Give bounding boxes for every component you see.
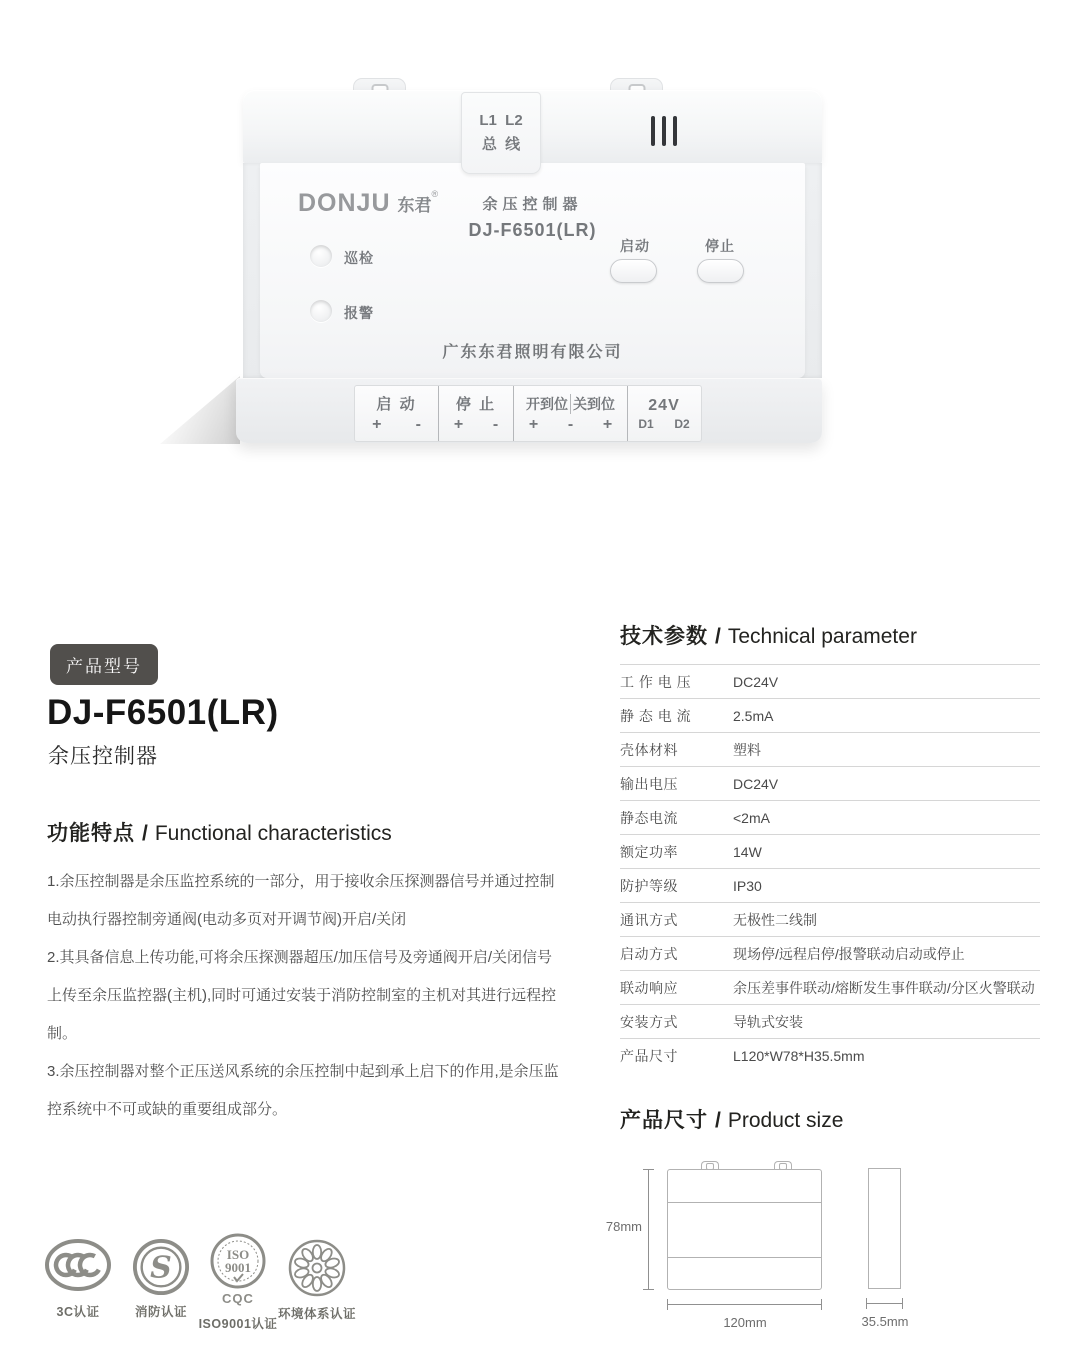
tech-heading-en: Technical parameter <box>727 625 917 648</box>
ccc-icon <box>44 1238 112 1296</box>
bus-terminal-tab <box>461 92 541 174</box>
parameter-value: <2mA <box>733 809 770 826</box>
svg-text:CQC: CQC <box>222 1291 254 1306</box>
model-badge: 产品型号 <box>50 644 158 685</box>
terminal-pin: D2 <box>674 416 690 431</box>
parameter-value: L120*W78*H35.5mm <box>733 1047 865 1064</box>
registered-mark: ® <box>431 189 439 199</box>
features-heading-en: Functional characteristics <box>154 822 392 845</box>
iso9001-icon <box>206 1232 270 1308</box>
parameter-label: 静 态 电 流 <box>620 707 692 724</box>
device-model-number: DJ-F6501(LR) <box>468 220 597 240</box>
table-row <box>620 902 1040 936</box>
height-dimension-label: 78mm <box>605 1219 642 1234</box>
terminal-pin: + <box>453 416 464 433</box>
tech-heading <box>620 620 917 650</box>
bus-line1: L1 L2 <box>479 112 523 129</box>
terminal-pin: - <box>567 415 574 433</box>
svg-text:ISO: ISO <box>226 1247 250 1262</box>
table-row <box>620 766 1040 800</box>
tech-heading-zh: 技术参数 <box>620 625 708 648</box>
cert-environment <box>269 1238 365 1322</box>
parameter-label: 静态电流 <box>620 809 678 826</box>
terminal-strip <box>354 385 702 442</box>
parameter-label: 通讯方式 <box>620 911 678 928</box>
parameter-value: IP30 <box>733 877 762 894</box>
parameter-value: 导轨式安装 <box>733 1013 803 1030</box>
device-body <box>243 163 822 378</box>
depth-dimension-label: 35.5mm <box>861 1314 909 1329</box>
table-row <box>620 970 1040 1004</box>
table-row <box>620 936 1040 970</box>
side-view-drawing <box>868 1168 901 1289</box>
features-heading <box>47 817 392 847</box>
terminal-label: 开到位 <box>526 395 568 412</box>
size-heading-zh: 产品尺寸 <box>620 1109 708 1132</box>
brand-logo <box>298 189 438 218</box>
terminal-label: 关到位 <box>570 394 617 414</box>
svg-text:9001: 9001 <box>225 1260 251 1275</box>
parameter-label: 产品尺寸 <box>620 1047 678 1064</box>
parameter-label: 启动方式 <box>620 945 678 962</box>
table-row <box>620 868 1040 902</box>
patrol-led-indicator <box>310 245 332 267</box>
height-dimension-line <box>648 1169 649 1290</box>
product-photo <box>243 78 822 446</box>
front-view-drawing <box>667 1169 822 1290</box>
device-face-panel <box>260 163 805 378</box>
terminal-pin: + <box>372 416 382 433</box>
drawing-line <box>668 1202 821 1203</box>
parameter-value: 无极性二线制 <box>733 911 817 928</box>
stop-button-label: 停止 <box>705 238 735 254</box>
terminal-group-position <box>513 386 627 441</box>
parameter-label: 安装方式 <box>620 1013 678 1030</box>
bus-line2: 总 线 <box>481 136 521 153</box>
parameter-label: 工 作 电 压 <box>620 673 692 690</box>
drawing-ear <box>774 1161 792 1170</box>
fire-s-icon <box>132 1238 190 1296</box>
terminal-pin: + <box>528 415 539 433</box>
parameter-value: 塑料 <box>733 741 761 758</box>
terminal-pin: - <box>415 416 421 433</box>
brand-logo-latin: DONJU <box>298 189 391 217</box>
device-title-block <box>445 193 620 241</box>
parameter-value: DC24V <box>733 673 779 690</box>
parameter-label: 防护等级 <box>620 877 678 894</box>
table-row <box>620 834 1040 868</box>
size-heading-en: Product size <box>727 1109 844 1132</box>
parameter-label: 输出电压 <box>620 775 678 792</box>
parameter-label: 联动响应 <box>620 979 678 996</box>
parameter-value: DC24V <box>733 775 779 792</box>
cert-label: 消防认证 <box>134 1305 187 1319</box>
parameter-value: 2.5mA <box>733 707 774 724</box>
heading-separator: / <box>715 625 721 648</box>
device-shadow <box>160 376 240 444</box>
tech-parameter-table <box>620 664 1040 1072</box>
heading-separator: / <box>142 822 148 845</box>
terminal-pin: D1 <box>638 416 654 431</box>
heading-separator: / <box>715 1109 721 1132</box>
cert-label: 3C认证 <box>56 1305 100 1319</box>
stop-button <box>697 259 744 283</box>
alarm-led-label: 报警 <box>344 305 374 321</box>
table-row <box>620 698 1040 732</box>
parameter-label: 额定功率 <box>620 843 678 860</box>
cert-label: 环境体系认证 <box>277 1307 356 1321</box>
parameter-value: 余压差事件联动/熔断发生事件联动/分区火警联动 <box>733 979 1035 996</box>
drawing-ear <box>701 1161 719 1170</box>
table-row <box>620 1004 1040 1038</box>
feature-item: 3.余压控制器对整个正压送风系统的余压控制中起到承上启下的作用,是余压监控系统中不可或缺的重要组成部分。 <box>47 1063 559 1118</box>
terminal-group-start <box>355 386 438 441</box>
terminal-pin: + <box>602 415 613 433</box>
terminal-label: 启 动 <box>376 396 417 413</box>
page-subtitle: 余压控制器 <box>48 745 158 768</box>
drawing-line <box>668 1257 821 1258</box>
parameter-value: 现场停/远程启停/报警联动启动或停止 <box>733 945 965 962</box>
parameter-value: 14W <box>733 843 762 860</box>
width-dimension-line <box>667 1304 822 1305</box>
terminal-group-stop <box>438 386 513 441</box>
features-list <box>47 863 559 1129</box>
brand-logo-cn: 东君 <box>397 196 432 215</box>
table-row <box>620 732 1040 766</box>
company-name: 广东东君照明有限公司 <box>442 344 623 361</box>
start-button-label: 启动 <box>620 238 650 254</box>
terminal-label: 停 止 <box>455 396 497 413</box>
table-row <box>620 800 1040 834</box>
terminal-pin: - <box>492 416 499 433</box>
feature-item: 1.余压控制器是余压监控系统的一部分，用于接收余压探测器信号并通过控制电动执行器控制旁通阀(电动多页对开调节阀)开启/关闭 <box>47 873 555 928</box>
depth-dimension-line <box>866 1303 903 1304</box>
cert-3c <box>30 1238 126 1320</box>
size-heading <box>620 1104 843 1134</box>
terminal-group-power <box>627 386 700 441</box>
start-button <box>610 259 657 283</box>
patrol-led-label: 巡检 <box>344 250 374 266</box>
terminal-label: 24V <box>648 396 680 414</box>
table-row <box>620 664 1040 698</box>
environment-flower-icon <box>287 1238 347 1298</box>
width-dimension-label: 120mm <box>723 1315 767 1330</box>
alarm-led-indicator <box>310 300 332 322</box>
page-title-model: DJ-F6501(LR) <box>47 693 279 732</box>
feature-item: 2.其具备信息上传功能,可将余压探测器超压/加压信号及旁通阀开启/关闭信号上传至余压监控器(主机),同时可通过安装于消防控制室的主机对其进行远程控制。 <box>47 949 557 1042</box>
cert-label: ISO9001认证 <box>198 1317 278 1331</box>
features-heading-zh: 功能特点 <box>47 822 135 845</box>
parameter-label: 壳体材料 <box>620 741 678 758</box>
table-row <box>620 1038 1040 1072</box>
svg-text:S: S <box>150 1250 172 1286</box>
vent-slots-icon <box>651 116 677 146</box>
device-product-name: 余压控制器 <box>482 196 583 213</box>
